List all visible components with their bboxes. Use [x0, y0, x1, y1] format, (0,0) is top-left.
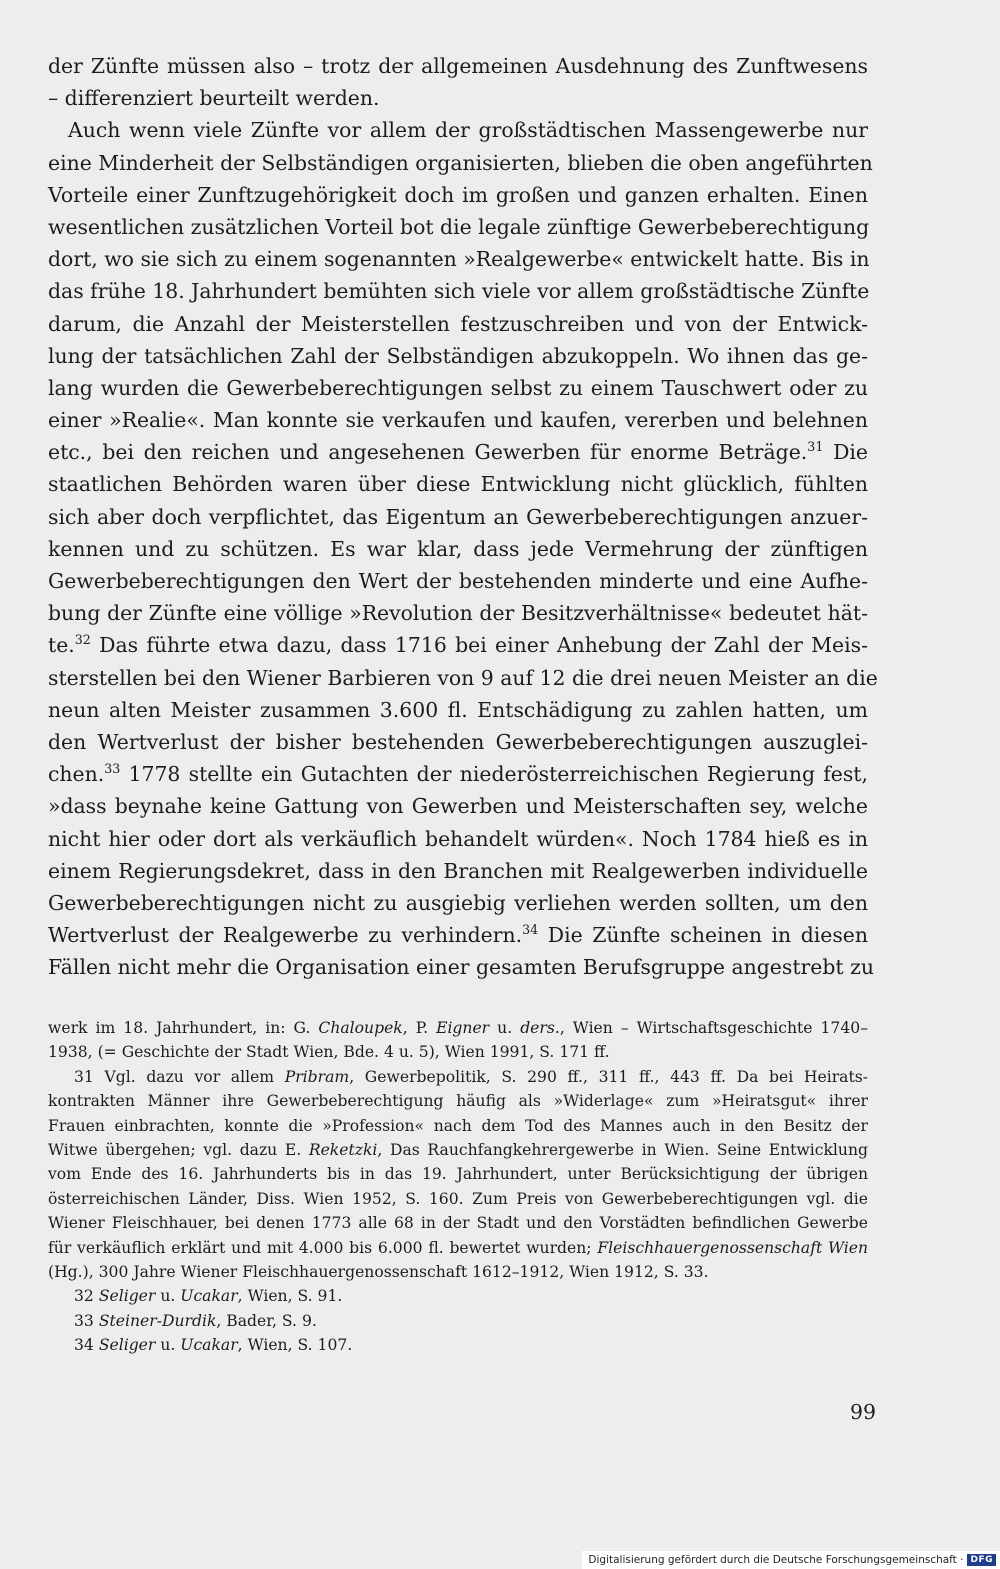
footnote-31-line: (Hg.), 300 Jahre Wiener Fleischhauergenossenschaft 1612–1912, Wien 1912, S. 33.	[48, 1262, 709, 1281]
footnote-31-line: österreichischen Länder, Diss. Wien 1952, S. 160. Zum Preis von Gewerbeberechtigungen vgl. die	[48, 1189, 868, 1208]
body-line	[48, 758, 868, 790]
footnote-31-line	[48, 1138, 868, 1162]
body-line: Gewerbeberechtigungen den Wert der bestehenden minderte und eine Aufhe-	[48, 569, 868, 593]
body-line: – differenziert beurteilt werden.	[48, 86, 380, 111]
fn-author: Ucakar	[180, 1336, 238, 1355]
footnote-31-line	[48, 1065, 868, 1089]
body-line-text: etc., bei den reichen und angesehenen Gewerben für enorme Beträge.	[48, 440, 808, 465]
body-line: Gewerbeberechtigungen nicht zu ausgiebig verliehen werden sollten, um den	[48, 890, 868, 915]
page-number: 99	[850, 1400, 876, 1424]
body-line: lung der tatsächlichen Zahl der Selbständigen abzukoppeln. Wo ihnen das ge-	[48, 343, 868, 368]
body-line: neun alten Meister zusammen 3.600 fl. Entschädigung zu zahlen hatten, um	[48, 697, 868, 722]
footnote-31-line: Frauen einbrachten, konnte die »Profession« nach dem Tod des Mannes auch in den Besitz der	[48, 1116, 868, 1135]
body-line: einem Regierungsdekret, dass in den Branchen mit Realgewerben individuelle	[48, 858, 868, 883]
body-line-tail: Die Zünfte scheinen in diesen	[538, 923, 869, 948]
fn-number: 32	[74, 1287, 99, 1306]
footnote-31-line: vom Ende des 16. Jahrhunderts bis in das 19. Jahrhundert, unter Berücksichtigung der übrigen	[48, 1165, 868, 1184]
fn-author: Ucakar	[180, 1287, 238, 1306]
footnote-34	[48, 1333, 868, 1357]
fn-author: Fleischhauergenossenschaft Wien	[597, 1238, 869, 1257]
body-line-text: Wertverlust der Realgewerbe zu verhindern.	[48, 923, 523, 948]
fn-author: Seliger	[98, 1287, 156, 1306]
footnote-32	[48, 1284, 868, 1308]
body-line: staatlichen Behörden waren über diese Entwicklung nicht glücklich, fühlten	[48, 472, 868, 497]
fn-author: Chaloupek	[318, 1019, 403, 1037]
body-line: sich aber doch verpflichtet, das Eigentum an Gewerbeberechtigungen anzuer-	[48, 504, 868, 529]
footnote-33	[48, 1309, 868, 1333]
dfg-logo: DFG	[967, 1554, 996, 1566]
fn-text: , P.	[402, 1019, 437, 1037]
footnote-continuation-line: 1938, (= Geschichte der Stadt Wien, Bde. 4 u. 5), Wien 1991, S. 171 ff.	[48, 1043, 610, 1062]
fn-text: 31 Vgl. dazu vor allem	[74, 1067, 285, 1086]
body-line: eine Minderheit der Selbständigen organisierten, blieben die oben angeführten	[48, 150, 873, 175]
fn-text: , Das Rauchfangkehrergewerbe in Wien. Seine Entwicklung	[377, 1140, 868, 1159]
body-line: Fällen nicht mehr die Organisation einer gesamten Berufsgruppe angestrebt zu	[48, 955, 874, 980]
body-line: »dass beynahe keine Gattung von Gewerben und Meisterschaften sey, welche	[48, 794, 868, 819]
fn-text: u.	[155, 1336, 181, 1355]
fn-text: , Wien, S. 107.	[237, 1336, 353, 1355]
body-line: sterstellen bei den Wiener Barbieren von 9 auf 12 die drei neuen Meister an die	[48, 665, 878, 690]
footnote-31-line: Wiener Fleischhauer, bei denen 1773 alle 68 in der Stadt und den Vorstädten befindlichen Gewerbe	[48, 1214, 868, 1233]
body-line-text: chen.	[48, 762, 105, 787]
footnote-31-line	[48, 1236, 868, 1260]
body-line: den Wertverlust der bisher bestehenden Gewerbeberechtigungen auszuglei-	[48, 729, 868, 754]
fn-author: Seliger	[98, 1336, 156, 1355]
footnote-ref-33: 33	[104, 761, 121, 777]
fn-text: u.	[489, 1019, 521, 1037]
fn-author: Eigner	[436, 1019, 490, 1037]
body-line: bung der Zünfte eine völlige »Revolution der Besitzverhältnisse« bedeutet hät-	[48, 601, 868, 626]
footnote-31-line: kontrakten Männer ihre Gewerbeberechtigung häufig als »Widerlage« zum »Heiratsgut« ihrer	[48, 1092, 868, 1111]
footnote-ref-31: 31	[807, 439, 824, 455]
fn-number: 33	[74, 1311, 99, 1330]
body-line-tail: Das führte etwa dazu, dass 1716 bei einer Anhebung der Zahl der Meis-	[90, 633, 868, 658]
footnote-ref-32: 32	[74, 632, 91, 648]
body-line: Auch wenn viele Zünfte vor allem der großstädtischen Massengewerbe nur	[68, 118, 868, 143]
body-line: darum, die Anzahl der Meisterstellen festzuschreiben und von der Entwick-	[48, 311, 868, 336]
fn-text: u.	[155, 1287, 181, 1306]
footnote-continuation-line	[48, 1016, 868, 1040]
body-text	[48, 50, 878, 983]
body-line: dort, wo sie sich zu einem sogenannten »Realgewerbe« entwickelt hatte. Bis in	[48, 247, 870, 272]
fn-author: Reketzki	[308, 1140, 378, 1159]
body-line: wesentlichen zusätzlichen Vorteil bot die legale zünftige Gewerbeberechtigung	[48, 214, 870, 239]
body-line	[48, 436, 868, 468]
fn-author: Steiner-Durdik	[98, 1311, 217, 1330]
body-line: Vorteile einer Zunftzugehörigkeit doch im großen und ganzen erhalten. Einen	[48, 182, 868, 207]
footnotes	[48, 1016, 868, 1357]
body-line	[48, 919, 868, 951]
fn-author: Pribram	[284, 1067, 350, 1086]
body-line: einer »Realie«. Man konnte sie verkaufen und kaufen, vererben und belehnen	[48, 408, 868, 433]
body-line: nicht hier oder dort als verkäuflich behandelt würden«. Noch 1784 hieß es in	[48, 826, 868, 851]
body-line: der Zünfte müssen also – trotz der allgemeinen Ausdehnung des Zunftwesens	[48, 54, 868, 78]
dfg-notice-text: Digitalisierung gefördert durch die Deutsche Forschungsgemeinschaft ·	[588, 1554, 964, 1566]
body-line-text: te.	[48, 633, 75, 658]
body-line-tail: 1778 stellte ein Gutachten der niederösterreichischen Regierung fest,	[120, 762, 868, 787]
fn-number: 34	[74, 1336, 99, 1355]
fn-text: ., Wien – Wirtschaftsgeschichte 1740–	[554, 1019, 868, 1037]
body-line: lang wurden die Gewerbeberechtigungen selbst zu einem Tauschwert oder zu	[48, 375, 868, 400]
fn-text: für verkäuflich erklärt und mit 4.000 bis 6.000 fl. bewertet wurden;	[48, 1238, 598, 1257]
body-line: das frühe 18. Jahrhundert bemühten sich viele vor allem großstädtische Zünfte	[48, 279, 870, 304]
fn-text: Witwe übergehen; vgl. dazu E.	[48, 1140, 309, 1159]
body-line	[48, 629, 868, 661]
fn-text: werk im 18. Jahrhundert, in: G.	[48, 1019, 319, 1037]
body-line-tail: Die	[823, 440, 868, 465]
footnote-ref-34: 34	[522, 922, 539, 938]
fn-text: , Wien, S. 91.	[237, 1287, 343, 1306]
fn-text: , Gewerbepolitik, S. 290 ff., 311 ff., 443 ff. Da bei Heirats-	[349, 1067, 868, 1086]
fn-author: ders	[520, 1019, 555, 1037]
fn-text: , Bader, S. 9.	[216, 1311, 317, 1330]
dfg-funding-notice	[582, 1551, 1000, 1569]
body-line: kennen und zu schützen. Es war klar, dass jede Vermehrung der zünftigen	[48, 536, 868, 561]
